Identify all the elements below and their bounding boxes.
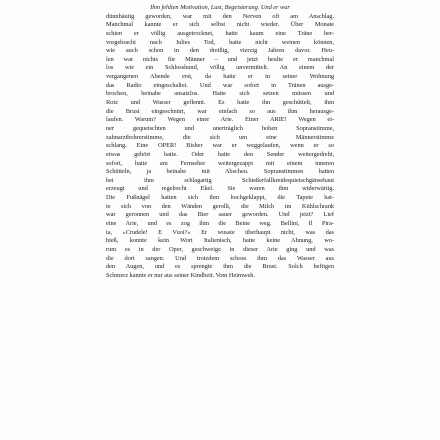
text-line: vergangenen Abende erst, da hatte er in seiner Wohnung (106, 73, 334, 81)
text-line: Schütteln, ja beinahe mit Abscheu. Sopranstimmen hatten (106, 168, 334, 176)
text-line: te sich von den Wänden gerollt, die Milch im Kühlschrank (106, 202, 334, 210)
text-line: schien er völlig ausgetrocknet, hatte kaum eine Träne her- (106, 29, 334, 37)
text-line: eine Arie, und es zog ihm die Beine weg. Bellini, Il Pira- (106, 220, 334, 228)
text-line: Schmerz kannte er nur aus seiner Kindheit. Vom Heimweh. (106, 271, 255, 279)
text-line: Ihm fehlten Motivation, Lust, Begeisterung. Und er war (150, 4, 290, 11)
text-line: die Brust eingeschnürt, war einfach so aus ihm herausge- (106, 107, 334, 115)
text-line: den Augen, und es sprengte ihm die Brust. Solch heftigen (106, 263, 334, 271)
text-line: hieß, konnte kein Wort Italienisch, hatte keine Ahnung, wo- (106, 237, 334, 245)
text-line: das Radio eingeschaltet. Und war sofort in Tränen ausge- (106, 81, 334, 89)
text-line: Manchmal kannte er sich selbst nicht wieder. Über Monate (106, 21, 334, 29)
text-line: etwas gehört hatte. Oder hatte den Sender weitergedreht, (106, 150, 334, 158)
text-line: los wie ein Schlosshund, völlig unvermittelt. An einem der (106, 64, 334, 72)
text-line: war geronnen und das Bier sauer geworden. Und jetzt? Lief (106, 211, 334, 219)
text-line: Die Fußnägel hatten sich ihm hochgeklappt, die Tapete hat- (106, 194, 334, 202)
text-line: rum es in der Oper, geschweige in dieser Arie ging und was (106, 245, 334, 253)
text-column (106, 4, 334, 436)
text-line: dünnhäutig geworden, war mit den Nerven oft am Anschlag. (106, 12, 334, 20)
text-line: vorgebracht nach Julies Tod, hatte nicht weinen können, (106, 38, 334, 46)
text-line: wie auch schon in den dreißig, vierzig Jahren davor. Heu- (106, 47, 334, 55)
text-line: Rotz und Wasser geflennt. Es hatte ihn geschüttelt, ihm (106, 99, 334, 107)
text-line: brochen, beinahe ansatzlos. Hatte sich setzen müssen und (106, 90, 334, 98)
text-line: zahnarztbohrerstimme, die sich um eine Männerstimme (106, 133, 334, 141)
text-line: erzeugt und regelrecht Ekel. Sie waren ihm widerwärtig. (106, 185, 334, 193)
text-line: ta, »Crudele! E Vuoi?« Er wusste überhaupt nicht, was das (106, 228, 334, 236)
text-line: laufen. Warum? Wegen einer Arie. Einer ARIE! Wegen ei- (106, 116, 334, 124)
text-line: bei ihm schlagartig Schießerfallkreidequietschgänsehaut (106, 176, 334, 184)
text-line: ner gequetschten und unerträglich hohen Sopranstimme, (106, 124, 334, 132)
text-line: die dort sangen. Und trotzdem schoss ihm das Wasser aus (106, 254, 334, 262)
text-line: sofort, hatte am Fernseher weitergezappt mit einem inneren (106, 159, 334, 167)
text-line: schlang. Eine OPER! Bisher war er weggelaufen, wenn er so (106, 142, 334, 150)
text-line: len war nichts für Männer – und jetzt heulte er manchmal (106, 55, 334, 63)
